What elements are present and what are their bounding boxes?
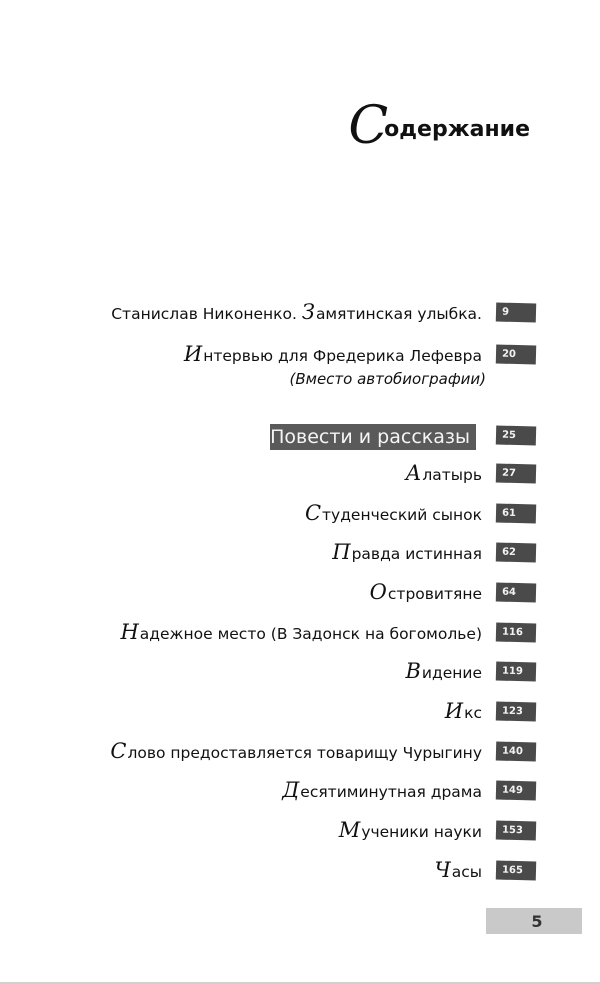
toc-entry-initial: Д	[282, 777, 300, 802]
page-number-tag: 27	[496, 463, 536, 483]
toc-entry-text: латырь	[422, 465, 482, 484]
toc-entry[interactable]	[332, 540, 536, 564]
toc-entry-label	[120, 619, 482, 644]
section-heading[interactable]: Повести и рассказы	[270, 424, 476, 450]
toc-entry-label	[282, 777, 482, 802]
toc-entry-text: кс	[464, 703, 482, 722]
toc-entry[interactable]	[405, 461, 536, 485]
toc-entry[interactable]	[184, 342, 536, 366]
toc-entry[interactable]	[305, 501, 536, 525]
toc-entry[interactable]	[339, 818, 536, 842]
toc-entry[interactable]	[370, 580, 536, 604]
toc-entry-text: идение	[421, 663, 482, 682]
page-number-tag: 149	[496, 780, 536, 800]
page-number-tag: 61	[496, 503, 536, 523]
toc-entry-label	[405, 460, 482, 485]
page-number-tag: 9	[496, 302, 536, 322]
toc-entry-initial: Н	[120, 619, 139, 644]
toc-entry-text: Станислав Никоненко.	[111, 304, 302, 323]
toc-entry-initial: И	[183, 341, 203, 366]
page-number-tag: 64	[496, 582, 536, 602]
page-number-tag: 119	[496, 661, 536, 681]
page-number-tag: 25	[496, 425, 536, 445]
toc-entry-label	[405, 658, 482, 683]
page-number-tag: 123	[496, 701, 536, 721]
toc-entry-text: туденческий сынок	[322, 505, 482, 524]
toc-entry-label	[434, 857, 483, 882]
toc-entry[interactable]	[120, 620, 536, 644]
toc-entry-initial: С	[110, 738, 127, 763]
page-number-tag: 140	[496, 741, 536, 761]
toc-entry-initial: Ч	[434, 857, 451, 882]
toc-entry-label	[110, 738, 482, 763]
page-number-tag: 62	[496, 542, 536, 562]
toc-entry[interactable]	[435, 858, 537, 882]
page-number: 5	[531, 911, 543, 931]
toc-entry-initial: П	[332, 539, 351, 564]
toc-entry[interactable]	[110, 739, 536, 763]
title-rest: одержание	[384, 117, 530, 142]
toc-entry-initial: З	[301, 299, 315, 324]
page-number-tag: 116	[496, 622, 536, 642]
toc-entry-label	[183, 341, 482, 366]
page-number-tag: 20	[496, 344, 536, 364]
toc-entry-initial: С	[304, 500, 322, 525]
toc-entry-text: стровитяне	[387, 584, 482, 603]
toc-entry-text: лово предоставляется товарищу Чурыгину	[127, 743, 482, 762]
toc-entry-text: адежное место (В Задонск на богомолье)	[139, 624, 482, 643]
toc-entry-text-rest: амятинская улыбка.	[315, 304, 482, 323]
toc-entry[interactable]	[111, 300, 536, 324]
page-number-box	[486, 908, 582, 934]
toc-entry-label	[369, 579, 482, 604]
toc-entry-label	[111, 299, 482, 324]
toc-entry-text: ученики науки	[361, 822, 482, 841]
toc-entry[interactable]	[405, 659, 536, 683]
toc-entry-text: есятиминутная драма	[300, 782, 482, 801]
page-number-tag: 153	[496, 820, 536, 840]
toc-entry-label	[444, 698, 482, 723]
toc-entry-text: асы	[451, 862, 482, 881]
page-number-tag: 165	[496, 860, 536, 880]
toc-entry-subtitle: (Вместо автобиографии)	[289, 370, 486, 388]
toc-entry-initial: М	[338, 817, 361, 842]
toc-entry-initial: В	[405, 658, 421, 683]
toc-entry-text: нтервью для Фредерика Лефевра	[203, 346, 482, 365]
toc-entry-label	[338, 817, 482, 842]
toc-entry-label	[304, 500, 482, 525]
toc-entry-text: равда истинная	[351, 544, 482, 563]
toc-entry[interactable]	[282, 778, 536, 802]
toc-entry-initial: О	[369, 579, 387, 604]
toc-entry-initial: А	[405, 460, 422, 485]
toc-entry-initial: И	[444, 698, 464, 723]
page-title	[348, 92, 530, 156]
toc-entry[interactable]	[445, 699, 536, 723]
toc-entry-label	[332, 539, 482, 564]
title-initial: С	[348, 96, 387, 156]
